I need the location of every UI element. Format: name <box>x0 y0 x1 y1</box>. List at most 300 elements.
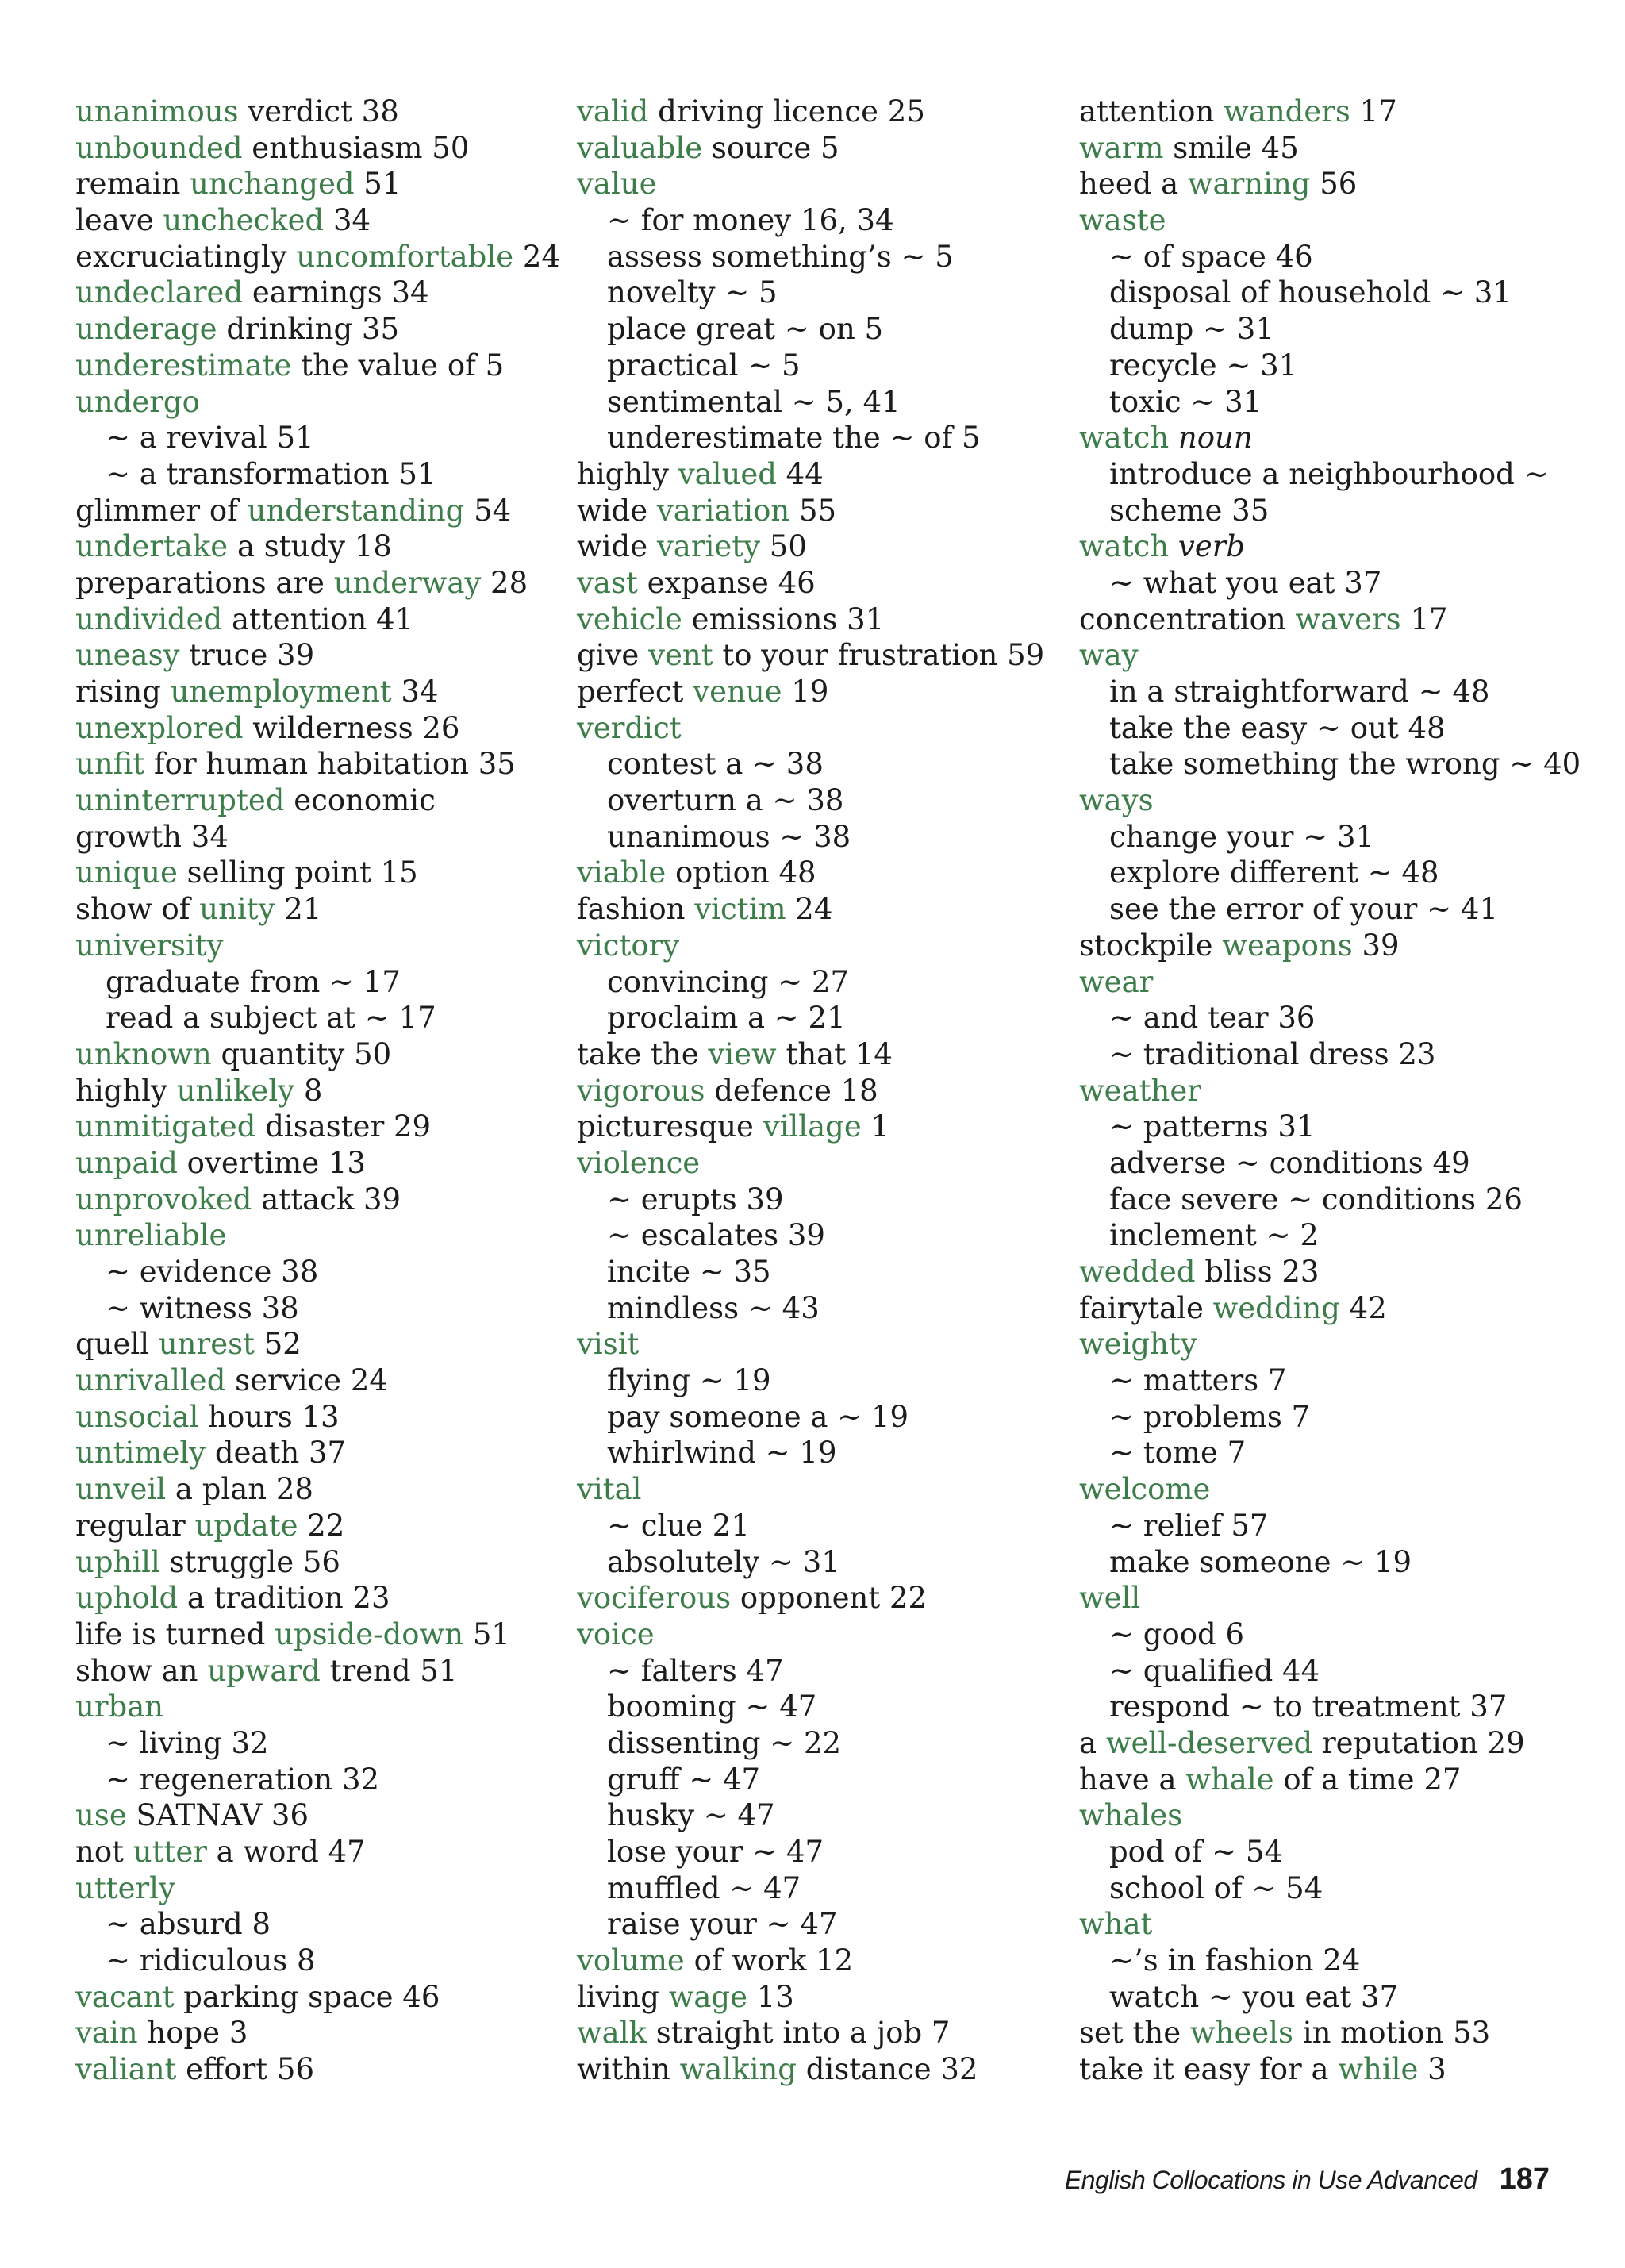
index-subentry <box>1079 1363 1587 1399</box>
index-entry <box>577 1109 1069 1145</box>
entry-text: source 5 <box>702 130 839 165</box>
entry-text: concentration <box>1079 602 1296 636</box>
index-subentry <box>577 1870 1069 1907</box>
entry-text: regular <box>75 1508 195 1543</box>
entry-text: remain <box>75 167 190 202</box>
entry-text: option 48 <box>666 855 816 890</box>
entry-text: emissions 31 <box>682 602 885 636</box>
index-entry <box>75 239 567 275</box>
index-subentry <box>577 1906 1069 1943</box>
entry-text: 56 <box>1310 167 1358 202</box>
index-subentry <box>75 1725 567 1762</box>
entry-text: stockpile <box>1079 928 1223 963</box>
headword: university <box>75 928 224 963</box>
index-entry <box>1079 1254 1587 1290</box>
index-entry <box>577 1616 1069 1653</box>
index-entry <box>577 1943 1069 1979</box>
headword: uneasy <box>75 638 180 673</box>
headword: welcome <box>1079 1472 1211 1507</box>
index-entry <box>1079 1762 1587 1798</box>
entry-text: mindless ~ 43 <box>607 1290 820 1325</box>
entry-text: living <box>577 1979 669 2014</box>
index-entry <box>577 891 1069 928</box>
entry-text: picturesque <box>577 1109 763 1144</box>
entry-text: selling point 15 <box>177 855 418 890</box>
entry-text: 52 <box>254 1327 302 1362</box>
entry-text: ~ regeneration 32 <box>106 1762 380 1797</box>
entry-text: practical ~ 5 <box>607 348 801 382</box>
index-subentry <box>1079 1109 1587 1145</box>
index-entry <box>1079 94 1587 130</box>
entry-text: glimmer of <box>75 493 248 528</box>
index-subentry <box>577 782 1069 819</box>
index-entry <box>75 1616 567 1653</box>
index-subentry <box>75 456 567 493</box>
entry-text: raise your ~ 47 <box>607 1907 838 1942</box>
headword: whale <box>1185 1762 1274 1797</box>
index-entry <box>577 602 1069 638</box>
entry-text: in a straightforward ~ 48 <box>1109 675 1490 709</box>
index-subentry <box>577 1290 1069 1327</box>
entry-text: wide <box>577 493 657 528</box>
index-entry <box>75 819 567 855</box>
index-entry <box>75 2015 567 2051</box>
entry-text: 21 <box>275 892 322 927</box>
entry-text: inclement ~ 2 <box>1109 1218 1319 1253</box>
index-entry <box>75 1471 567 1508</box>
index-subentry <box>1079 1870 1587 1907</box>
headword: village <box>763 1109 862 1144</box>
entry-text: ~ good 6 <box>1109 1616 1244 1651</box>
headword: unemployment <box>170 675 392 709</box>
headword: vain <box>75 2016 138 2051</box>
index-entry <box>1079 130 1587 167</box>
headword: wage <box>668 1979 747 2014</box>
index-entry <box>1079 1580 1587 1616</box>
entry-text: 8 <box>294 1073 323 1108</box>
index-subentry <box>1079 710 1587 747</box>
page-footer <box>1065 2162 1550 2197</box>
entry-text: ~ of space 46 <box>1109 239 1313 274</box>
index-entry <box>577 1471 1069 1508</box>
entry-text: not <box>75 1835 133 1869</box>
entry-text: a study 18 <box>228 529 392 564</box>
index-entry <box>1079 1725 1587 1762</box>
index-subentry <box>577 746 1069 782</box>
index-subentry <box>577 1182 1069 1218</box>
entry-text: contest a ~ 38 <box>607 747 824 782</box>
headword: unpaid <box>75 1145 178 1180</box>
entry-text: 28 <box>481 565 528 600</box>
entry-text: 17 <box>1350 94 1397 129</box>
index-entry <box>1079 637 1587 674</box>
index-entry <box>75 130 567 167</box>
index-entry <box>75 493 567 529</box>
headword: variety <box>656 529 761 564</box>
index-entry <box>75 1217 567 1254</box>
headword: unprovoked <box>75 1182 252 1217</box>
headword: unbounded <box>75 130 243 165</box>
index-subentry <box>577 1435 1069 1471</box>
index-entry <box>75 1544 567 1581</box>
entry-text: ~ tome 7 <box>1109 1436 1247 1470</box>
headword: upward <box>207 1653 321 1688</box>
headword: wedded <box>1079 1255 1196 1289</box>
entry-text: for human habitation 35 <box>144 747 516 782</box>
entry-text: ~ a revival 51 <box>106 421 314 456</box>
entry-text: see the error of your ~ 41 <box>1109 892 1498 927</box>
index-subentry <box>1079 348 1587 384</box>
entry-text: 55 <box>789 493 837 528</box>
entry-text: ~ escalates 39 <box>607 1218 825 1253</box>
entry-text: lose your ~ 47 <box>607 1835 824 1869</box>
entry-text: overtime 13 <box>177 1145 366 1180</box>
index-entry <box>75 637 567 674</box>
entry-text: give <box>577 638 649 673</box>
headword: wear <box>1079 964 1154 999</box>
entry-text: fairytale <box>1079 1290 1213 1325</box>
entry-text: introduce a neighbourhood ~ <box>1109 456 1549 491</box>
entry-text: ~ problems 7 <box>1109 1399 1311 1434</box>
index-entry <box>1079 1906 1587 1943</box>
headword: undertake <box>75 529 229 564</box>
index-subentry <box>1079 1616 1587 1653</box>
headword: way <box>1079 638 1139 673</box>
headword: vent <box>648 638 713 673</box>
headword: valid <box>577 94 649 129</box>
entry-text: ~ relief 57 <box>1109 1508 1269 1543</box>
index-entry <box>75 384 567 421</box>
entry-text: a <box>1079 1725 1106 1760</box>
index-entry <box>577 493 1069 529</box>
headword: whales <box>1079 1798 1183 1833</box>
headword: undergo <box>75 384 200 419</box>
index-entry <box>577 1036 1069 1073</box>
entry-text: 24 <box>513 239 560 274</box>
index-subentry <box>577 275 1069 311</box>
headword: voice <box>577 1616 655 1651</box>
headword: watch <box>1079 529 1170 564</box>
entry-text: 51 <box>354 167 401 202</box>
index-subentry <box>577 1254 1069 1290</box>
index-entry <box>75 928 567 964</box>
headword: weather <box>1079 1073 1201 1108</box>
entry-text: a word 47 <box>206 1835 366 1869</box>
entry-text: show an <box>75 1653 208 1688</box>
entry-text: the value of 5 <box>291 348 505 382</box>
headword: unlikely <box>176 1073 295 1108</box>
entry-text: of a time 27 <box>1273 1762 1462 1797</box>
entry-text: ~ and tear 36 <box>1109 1001 1316 1036</box>
index-entry <box>75 311 567 348</box>
entry-text: proclaim a ~ 21 <box>607 1001 846 1036</box>
index-entry <box>75 1036 567 1073</box>
entry-text: attention <box>1079 94 1224 129</box>
index-entry <box>75 674 567 710</box>
headword: utter <box>133 1835 207 1869</box>
index-subentry <box>577 202 1069 239</box>
entry-text: 17 <box>1400 602 1448 636</box>
index-entry <box>1079 2015 1587 2051</box>
entry-text: watch ~ you eat 37 <box>1109 1979 1399 2014</box>
entry-text: ~ living 32 <box>106 1725 269 1760</box>
headword: valued <box>678 456 777 491</box>
index-entry <box>75 94 567 130</box>
entry-text: excruciatingly <box>75 239 297 274</box>
headword: unknown <box>75 1036 212 1071</box>
headword: undeclared <box>75 275 244 310</box>
entry-text: earnings 34 <box>243 275 429 310</box>
index-entry <box>75 1182 567 1218</box>
entry-text: ~ a transformation 51 <box>106 456 436 491</box>
entry-text: hours 13 <box>198 1399 340 1434</box>
index-subentry <box>577 1762 1069 1798</box>
entry-text: leave <box>75 203 163 238</box>
headword: viable <box>577 855 667 890</box>
index-entry <box>577 1073 1069 1109</box>
index-entry <box>577 1326 1069 1363</box>
index-entry <box>1079 1290 1587 1327</box>
entry-text: adverse ~ conditions 49 <box>1109 1145 1470 1180</box>
entry-text: perfect <box>577 675 693 709</box>
entry-text: enthusiasm 50 <box>242 130 470 165</box>
index-entry <box>1079 928 1587 964</box>
headword: warm <box>1079 130 1164 165</box>
entry-text: overturn a ~ 38 <box>607 783 844 818</box>
entry-text: pay someone a ~ 19 <box>607 1399 909 1434</box>
index-subentry <box>577 239 1069 275</box>
index-subentry <box>1079 1544 1587 1581</box>
entry-text: a tradition 23 <box>178 1581 390 1616</box>
headword: well <box>1079 1581 1141 1616</box>
entry-text: dump ~ 31 <box>1109 312 1274 347</box>
entry-text: recycle ~ 31 <box>1109 348 1298 382</box>
entry-text: fashion <box>577 892 695 927</box>
headword: walking <box>679 2052 797 2087</box>
index-entry <box>577 710 1069 747</box>
index-subentry <box>577 311 1069 348</box>
entry-text: expanse 46 <box>637 565 816 600</box>
index-entry <box>75 1363 567 1399</box>
entry-text: flying ~ 19 <box>607 1363 771 1398</box>
index-subentry <box>1079 565 1587 602</box>
index-subentry <box>1079 275 1587 311</box>
headword: vehicle <box>577 602 682 636</box>
entry-text: growth 34 <box>75 819 229 854</box>
index-subentry <box>1079 1182 1587 1218</box>
index-subentry <box>1079 311 1587 348</box>
index-subentry <box>577 1399 1069 1436</box>
headword: weapons <box>1222 928 1353 963</box>
index-subentry <box>75 1254 567 1290</box>
index-column-2 <box>577 94 1069 2088</box>
entry-text: ~ falters 47 <box>607 1653 784 1688</box>
index-subentry <box>1079 493 1587 529</box>
headword: uninterrupted <box>75 783 285 818</box>
entry-text: ~ absurd 8 <box>106 1907 271 1942</box>
entry-text: life is turned <box>75 1616 275 1651</box>
entry-text: driving licence 25 <box>648 94 925 129</box>
index-entry <box>75 782 567 819</box>
entry-text: gruff ~ 47 <box>607 1762 761 1797</box>
headword: unexplored <box>75 710 244 745</box>
index-entry <box>75 746 567 782</box>
entry-text: dissenting ~ 22 <box>607 1725 842 1760</box>
index-subentry <box>1079 239 1587 275</box>
index-entry <box>1079 1471 1587 1508</box>
entry-text: change your ~ 31 <box>1109 819 1375 854</box>
headword: verdict <box>577 710 682 745</box>
entry-text: preparations are <box>75 565 334 600</box>
index-entry <box>577 2015 1069 2051</box>
index-subentry <box>577 1217 1069 1254</box>
index-entry <box>75 1399 567 1436</box>
entry-text: ~ ridiculous 8 <box>106 1943 316 1978</box>
index-entry <box>75 1145 567 1182</box>
index-entry <box>75 529 567 565</box>
index-entry <box>75 710 567 747</box>
index-entry <box>577 166 1069 202</box>
index-entry <box>577 529 1069 565</box>
index-entry <box>75 1326 567 1363</box>
index-entry <box>577 928 1069 964</box>
entry-text: 34 <box>391 675 439 709</box>
entry-text: read a subject at ~ 17 <box>106 1001 436 1036</box>
index-subentry <box>1079 1217 1587 1254</box>
headword: uphill <box>75 1544 160 1579</box>
entry-text: convincing ~ 27 <box>607 964 850 999</box>
headword: unfit <box>75 747 145 782</box>
entry-text: wide <box>577 529 657 564</box>
entry-text: explore different ~ 48 <box>1109 855 1439 890</box>
headword: unmitigated <box>75 1109 256 1144</box>
entry-text: 34 <box>324 203 371 238</box>
entry-text: struggle 56 <box>159 1544 340 1579</box>
entry-text: 22 <box>298 1508 345 1543</box>
headword: valiant <box>75 2052 177 2087</box>
index-subentry <box>577 1689 1069 1725</box>
entry-text: wilderness 26 <box>243 710 460 745</box>
index-entry <box>1079 1326 1587 1363</box>
index-subentry <box>1079 674 1587 710</box>
entry-text: ~ witness 38 <box>106 1290 299 1325</box>
headword: understanding <box>247 493 465 528</box>
entry-text: distance 32 <box>796 2052 978 2087</box>
entry-text: ~ erupts 39 <box>607 1182 784 1217</box>
entry-text: hope 3 <box>137 2016 248 2051</box>
entry-text: disposal of household ~ 31 <box>1109 275 1512 310</box>
index-subentry <box>1079 1943 1587 1979</box>
headword: while <box>1338 2052 1419 2087</box>
headword: view <box>708 1036 777 1071</box>
headword: victory <box>577 928 680 963</box>
index-subentry <box>577 1797 1069 1834</box>
entry-text: ~ for money 16, 34 <box>607 203 894 238</box>
index-entry <box>75 1580 567 1616</box>
headword: unrivalled <box>75 1363 226 1398</box>
entry-text: have a <box>1079 1762 1186 1797</box>
index-entry <box>1079 1797 1587 1834</box>
headword: unsocial <box>75 1399 199 1434</box>
entry-text: within <box>577 2052 680 2087</box>
index-subentry <box>1079 1399 1587 1436</box>
index-entry <box>577 674 1069 710</box>
part-of-speech: verb <box>1177 529 1246 564</box>
index-subentry <box>1079 891 1587 928</box>
headword: wanders <box>1224 94 1350 129</box>
index-subentry <box>577 384 1069 421</box>
entry-text: 13 <box>747 1979 794 2014</box>
index-entry <box>577 94 1069 130</box>
entry-text: make someone ~ 19 <box>1109 1544 1412 1579</box>
index-entry <box>577 1145 1069 1182</box>
index-subentry <box>1079 1689 1587 1725</box>
entry-text: of work 12 <box>684 1943 854 1978</box>
index-column-3 <box>1079 94 1587 2088</box>
index-entry <box>75 2051 567 2088</box>
headword: vast <box>577 565 638 600</box>
index-entry <box>75 602 567 638</box>
index-entry <box>75 891 567 928</box>
index-entry <box>75 202 567 239</box>
index-entry <box>1079 964 1587 1001</box>
entry-text: scheme 35 <box>1109 493 1270 528</box>
index-subentry <box>1079 1435 1587 1471</box>
entry-text: absolutely ~ 31 <box>607 1544 840 1579</box>
headword: unrest <box>158 1327 255 1362</box>
index-entry <box>577 130 1069 167</box>
index-entry <box>75 1979 567 2016</box>
entry-text: 19 <box>782 675 829 709</box>
headword: underway <box>333 565 482 600</box>
entry-text: smile 45 <box>1163 130 1299 165</box>
headword: unreliable <box>75 1218 227 1253</box>
headword: vigorous <box>577 1073 705 1108</box>
entry-text: service 24 <box>225 1363 388 1398</box>
headword: what <box>1079 1907 1153 1942</box>
entry-text: assess something’s ~ 5 <box>607 239 954 274</box>
headword: unchecked <box>163 203 325 238</box>
index-entry <box>577 1979 1069 2016</box>
index-subentry <box>1079 456 1587 493</box>
index-entry <box>75 1073 567 1109</box>
entry-text: heed a <box>1079 167 1188 202</box>
index-subentry <box>577 819 1069 855</box>
entry-text: whirlwind ~ 19 <box>607 1436 837 1470</box>
entry-text <box>1169 421 1178 455</box>
index-subentry <box>577 348 1069 384</box>
headword: update <box>194 1508 298 1543</box>
entry-text: graduate from ~ 17 <box>106 964 401 999</box>
entry-text: husky ~ 47 <box>607 1798 775 1833</box>
index-entry <box>577 855 1069 891</box>
headword: weighty <box>1079 1327 1197 1362</box>
entry-text: novelty ~ 5 <box>607 275 778 310</box>
headword: well-deserved <box>1105 1725 1313 1760</box>
entry-text: ~ traditional dress 23 <box>1109 1036 1436 1071</box>
index-entry <box>75 166 567 202</box>
entry-text: drinking 35 <box>217 312 399 347</box>
entry-text: ~’s in fashion 24 <box>1109 1943 1361 1978</box>
index-subentry <box>1079 746 1587 782</box>
entry-text: to your frustration 59 <box>713 638 1045 673</box>
entry-text: trend 51 <box>320 1653 458 1688</box>
entry-text: highly <box>577 456 678 491</box>
entry-text: 54 <box>464 493 512 528</box>
index-entry <box>75 1435 567 1471</box>
entry-text: attack 39 <box>252 1182 401 1217</box>
index-entry <box>75 1508 567 1544</box>
